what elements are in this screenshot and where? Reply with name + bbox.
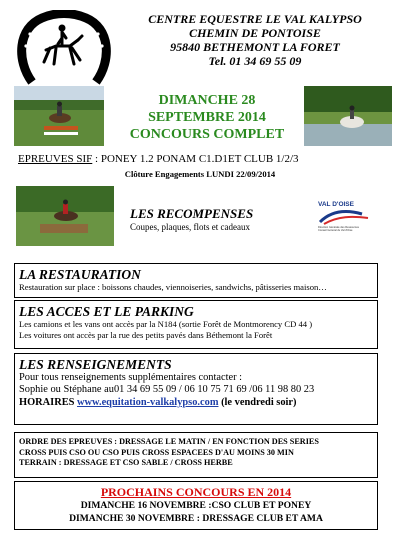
horaires-label: HORAIRES [19,396,78,408]
valdoise-caption-1: Direction Générale des Ressources [318,226,359,229]
event-title: CONCOURS COMPLET [129,127,285,142]
epreuves-label: EPREUVES SIF [18,153,93,165]
epreuves-line [18,153,299,165]
website-link[interactable]: www.equitation-valkalypso.com [77,396,219,408]
epreuves-value: : PONEY 1.2 PONAM C1.D1ET CLUB 1/2/3 [92,153,299,165]
photo-jumping [14,86,104,146]
acces-box [14,300,378,349]
horaires-line [19,397,373,409]
club-city: 95840 BETHEMONT LA FORET [170,40,340,54]
acces-title: LES ACCES ET LE PARKING [19,304,194,319]
renseignements-line-1: Pour tous renseignements supplémentaires contacter : [19,372,243,383]
valdoise-name: VAL D'OISE [318,201,354,208]
photo-cross-jump [16,186,114,246]
photo-cross [304,86,392,146]
club-phone: Tel. 01 34 69 55 09 [208,54,302,68]
prochains-box [14,481,378,530]
renseignements-box [14,353,378,425]
acces-line-1: Les camions et les vans ont accès par la N184 (sortie Forêt de Montmorency CD 44 ) [19,319,313,329]
renseignements-title: LES RENSEIGNEMENTS [19,357,172,372]
valdoise-caption-2: Conseil Général du Val d'Oise [318,229,353,233]
ordre-line-3: TERRAIN : DRESSAGE ET CSO SABLE / CROSS HERBE [19,458,233,467]
recompenses-text: Coupes, plaques, flots et cadeaux [130,222,250,232]
club-street: CHEMIN DE PONTOISE [189,26,321,40]
restauration-box [14,263,378,298]
acces-line-2: Les voitures ont accès par la rue des petits pavés dans Béthemont la Forêt [19,329,273,340]
recompenses-title: LES RECOMPENSES [130,206,254,221]
club-name: CENTRE EQUESTRE LE VAL KALYPSO [148,12,362,26]
club-logo [12,10,116,88]
event-date [118,92,296,143]
valdoise-logo [318,201,372,245]
restauration-text: Restauration sur place : boissons chaudes, viennoiseries, sandwichs, pâtisseries maison… [19,282,327,292]
ordre-line-1: ORDRE DES EPREUVES : DRESSAGE LE MATIN / EN FONCTION DES SERIES [19,437,319,446]
horaires-note: (le vendredi soir) [218,396,297,408]
ordre-box [14,432,378,478]
prochains-line-1: DIMANCHE 16 NOVEMBRE :CSO CLUB ET PONEY [80,500,312,511]
prochains-line-2: DIMANCHE 30 NOVEMBRE : DRESSAGE CLUB ET AMA [69,512,323,524]
event-day: DIMANCHE 28 [158,93,256,108]
event-month: SEPTEMBRE 2014 [148,110,266,125]
renseignements-line-2: Sophie ou Stéphane au01 34 69 55 09 / 06 10 75 71 69 /06 11 98 80 23 [19,384,315,396]
ordre-line-2: CROSS PUIS CSO OU CSO PUIS CROSS ESPACEES D'AU MOINS 30 MIN [19,447,294,457]
prochains-title: PROCHAINS CONCOURS EN 2014 [100,485,292,499]
cloture-text: Clôture Engagements LUNDI 22/09/2014 [124,169,276,179]
club-header [122,12,388,68]
restauration-title: LA RESTAURATION [19,267,141,282]
